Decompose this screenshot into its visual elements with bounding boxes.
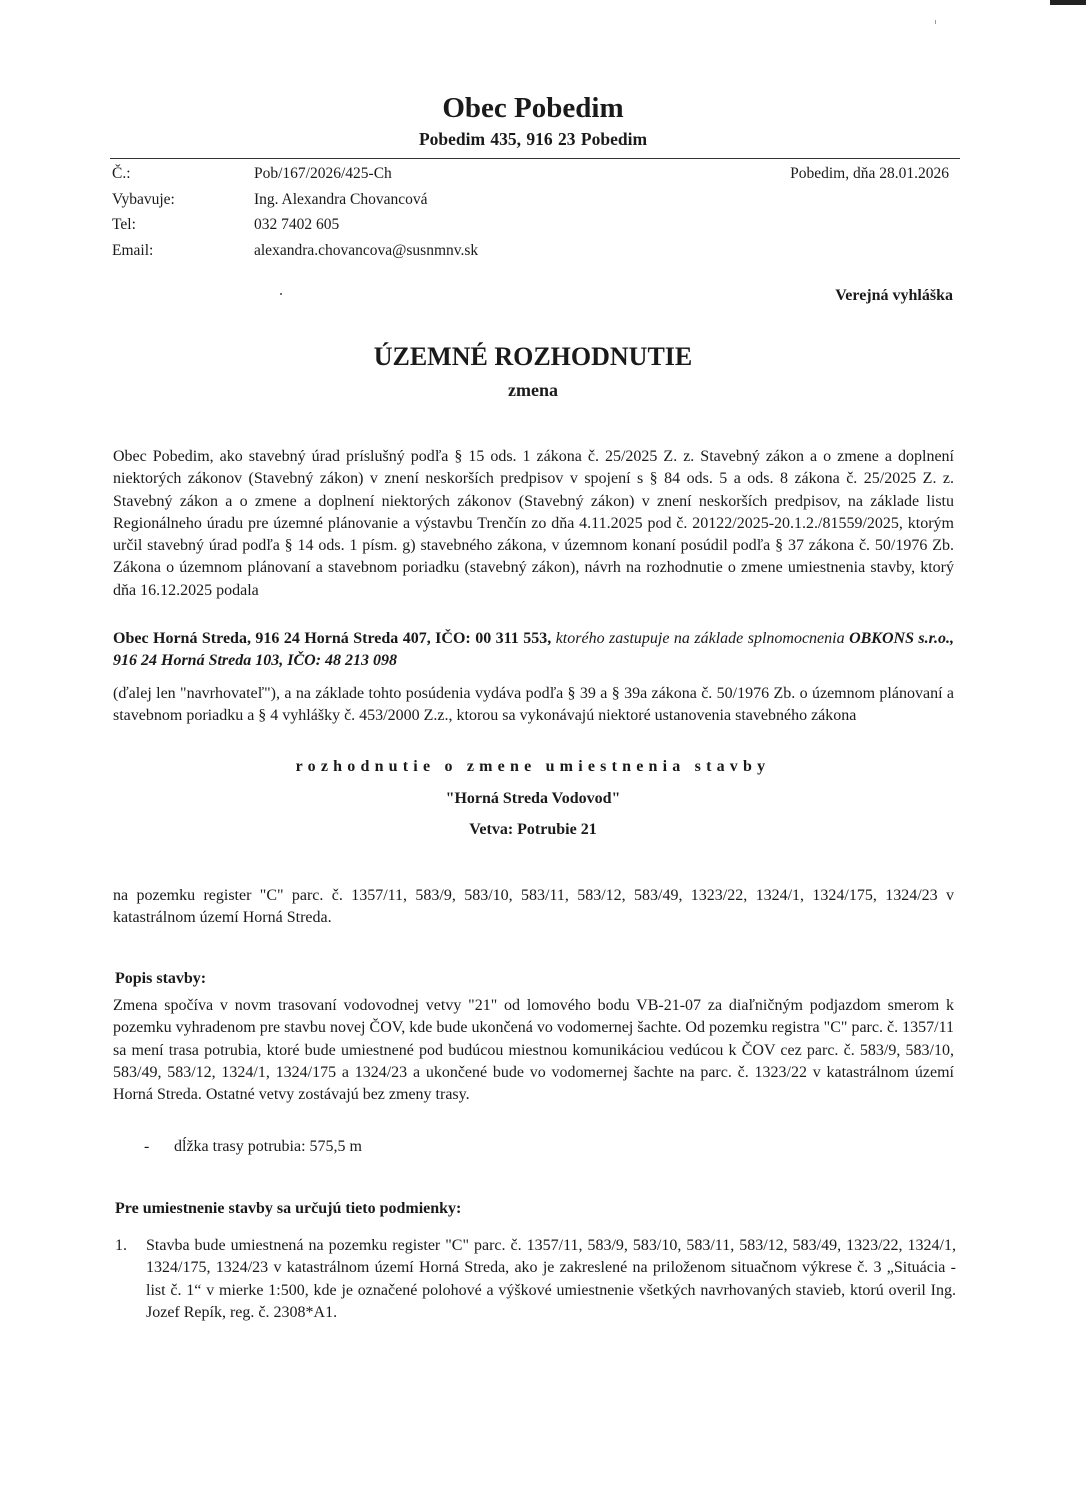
header-divider — [110, 158, 960, 159]
reference-row — [112, 165, 478, 191]
pipe-length: dĺžka trasy potrubia: 575,5 m — [174, 1138, 362, 1155]
decision-heading: rozhodnutie o zmene umiestnenia stavby — [295, 758, 771, 775]
representation-text: ktorého zastupuje na základe splnomocnenia — [551, 630, 850, 647]
description-paragraph: Zmena spočíva v novm trasovaní vodovodnej vetvy "21" od lomového bodu VB-21-07 za diaľničným podjazdom smerom k pozemku vyhradenom pre stavbu novej ČOV, kde bude ukončená vo vodomernej šachte. Od pozemku registra "C" parc. č. 1357/11 sa mení trasa potrubia, ktoré bude umiestnené pod budúcou miestnou komunikáciou vedúcou k ČOV cez parc. č. 583/9, 583/10, 583/49, 583/12, 1324/1, 1324/175 a 1324/23 a ukončené bude vo vodomernej šachte na parc. č. 1323/22 v katastrálnom území Horná Streda. Ostatné vetvy zostávajú bez zmeny trasy. — [113, 997, 954, 1104]
scan-speck — [280, 293, 282, 295]
document-subtitle: zmena — [508, 380, 558, 400]
applicant-paragraph — [113, 628, 954, 673]
phone-row — [112, 216, 478, 242]
description-heading: Popis stavby: — [115, 970, 207, 987]
reference-label: Č.: — [112, 165, 131, 182]
municipality-name: Obec Pobedim — [442, 92, 624, 124]
email-value: alexandra.chovancova@susnmnv.sk — [254, 241, 479, 259]
applicant-name: Obec Horná Streda, 916 24 Horná Streda 407, IČO: 00 311 553, — [113, 630, 552, 647]
handler-row — [112, 191, 478, 217]
condition-number: 1. — [115, 1237, 127, 1254]
intro-paragraph: Obec Pobedim, ako stavebný úrad príslušný podľa § 15 ods. 1 zákona č. 25/2025 Z. z. Stavebný zákon a o zmene a doplnení niektorých zákonov (Stavebný zákon) v znení neskorších predpisov v spojení s § 84 ods. 5 a ods. 8 zákona č. 25/2025 Z. z. Stavebný zákon a o zmene a doplnení niektorých zákonov (Stavebný zákon) v znení neskorších predpisov, na základe listu Regionálneho úradu pre územné plánovanie a výstavbu Trenčín zo dňa 4.11.2025 pod č. 20122/2025-20.1.2./81559/2025, ktorým určil stavebný úrad podľa § 14 ods. 1 písm. g) stavebného zákona, v územnom konaní posúdil podľa § 37 zákona č. 50/1976 Zb. Zákona o územnom plánovaní a stavebnom poriadku (stavebný zákon), návrh na rozhodnutie o zmene umiestnenia stavby, ktorý dňa 16.12.2025 podala — [113, 448, 954, 599]
reference-block — [112, 165, 478, 267]
branch-name: Vetva: Potrubie 21 — [469, 821, 597, 838]
email-row — [112, 242, 478, 268]
email-label: Email: — [112, 241, 154, 259]
handler-label: Vybavuje: — [112, 190, 175, 208]
representative-name: OBKONS s.r.o., 916 24 Horná Streda 103, IČO: 48 213 098 — [113, 630, 954, 670]
issue-date: Pobedim, dňa 28.01.2026 — [790, 165, 949, 182]
phone-label: Tel: — [112, 216, 136, 233]
bullet-dash: - — [144, 1138, 150, 1155]
parcels-paragraph: na pozemku register "C" parc. č. 1357/11, 583/9, 583/10, 583/11, 583/12, 583/49, 1323/22, 1324/1, 1324/175, 1324/23 v katastrálnom území Horná Streda. — [113, 887, 954, 927]
condition-text: Stavba bude umiestnená na pozemku register "C" parc. č. 1357/11, 583/9, 583/10, 583/11, 583/12, 583/49, 1323/22, 1324/1, 1324/175, 1324/23 v katastrálnom území Horná Streda, ako je zakreslené na priloženom situačnom výkrese č. 3 „Situácia - list č. 1“ v mierke 1:500, kde je označené polohové a výškové umiestnenie všetkých navrhovaných stavieb, ktorú overil Ing. Jozef Repík, reg. č. 2308*A1. — [146, 1237, 956, 1321]
conditions-heading: Pre umiestnenie stavby sa určujú tieto podmienky: — [115, 1200, 462, 1217]
continuation-paragraph: (ďalej len "navrhovateľ"), a na základe tohto posúdenia vydáva podľa § 39 a § 39a zákona č. 50/1976 Zb. o územnom plánovaní a stavebnom poriadku a § 4 vyhlášky č. 453/2000 Z.z., ktorou sa vykonávajú niektoré ustanovenia stavebného zákona — [113, 685, 954, 725]
reference-value: Pob/167/2026/425-Ch — [254, 165, 392, 182]
document-title: ÚZEMNÉ ROZHODNUTIE — [373, 342, 693, 371]
handler-value: Ing. Alexandra Chovancová — [254, 190, 428, 208]
scan-corner-mark — [1050, 0, 1086, 5]
project-name: "Horná Streda Vodovod" — [445, 790, 621, 807]
length-bullet — [144, 1138, 362, 1156]
public-notice-label: Verejná vyhláška — [835, 287, 953, 304]
condition-item — [115, 1235, 956, 1324]
phone-value: 032 7402 605 — [254, 216, 340, 233]
municipality-address: Pobedim 435, 916 23 Pobedim — [418, 129, 648, 149]
scan-speck — [935, 20, 936, 24]
